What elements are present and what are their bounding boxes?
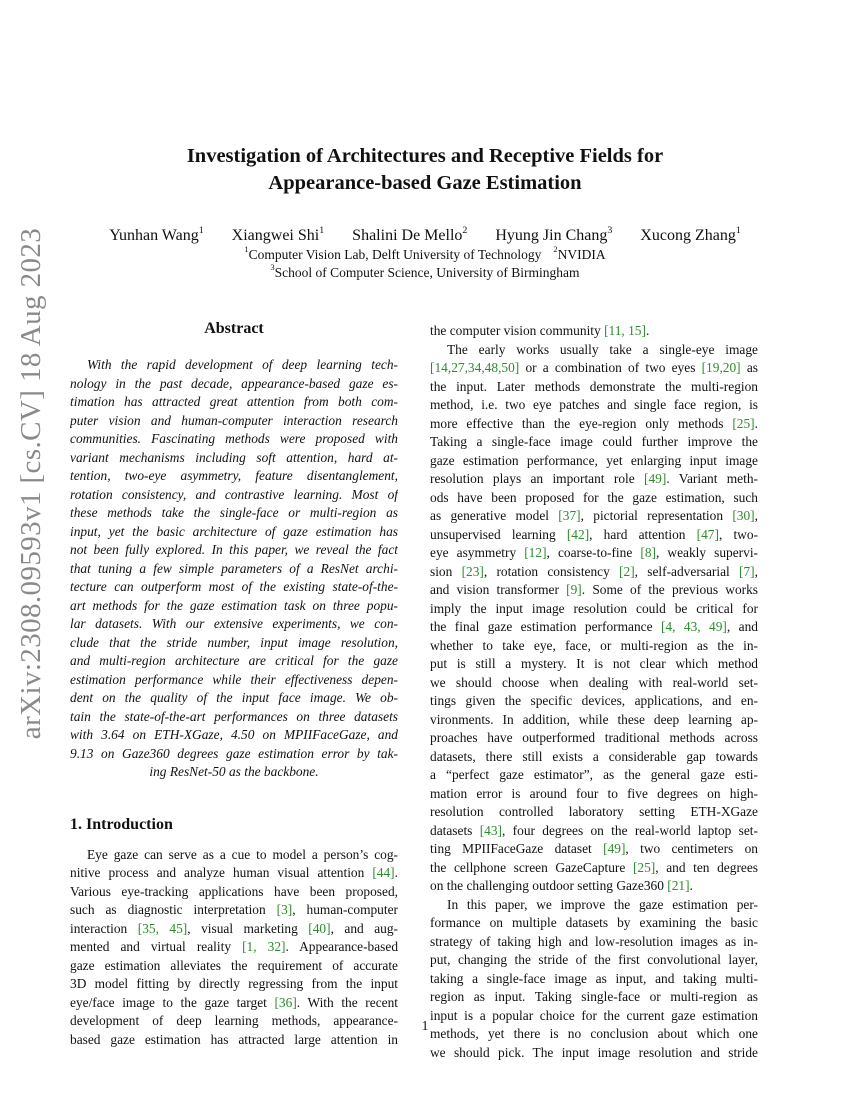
paragraph-line <box>430 1044 758 1063</box>
abstract-line: these methods take the single-face or multi-region as <box>70 505 398 520</box>
title-line-2: Appearance-based Gaze Estimation <box>268 172 582 194</box>
text-run: , <box>754 508 758 523</box>
author: Xiangwei Shi$^1$ <box>231 225 325 244</box>
abstract-line: input, yet the basic architecture of gaze estimation has <box>70 523 398 539</box>
paragraph-line <box>430 341 758 360</box>
abstract-line: estimation performance while their effectiveness depen- <box>70 671 398 687</box>
affiliation-delft: Computer Vision Lab, Delft University of Technology <box>248 247 542 262</box>
text-run: a “perfect gaze estimator”, as the general gaze esti- <box>430 767 758 782</box>
text-run: , and aug- <box>330 920 398 936</box>
abstract-line: variant mechanisms including soft attention, hard at- <box>70 449 398 465</box>
text-run: we should choose when dealing with real-world set- <box>430 674 758 690</box>
paragraph-line <box>430 415 758 434</box>
text-run: datasets <box>430 822 480 838</box>
text-run: , rotation consistency <box>483 563 620 579</box>
abstract-line: with 3.64 on ETH-XGaze, 4.50 on MPIIFaceGaze, and <box>70 727 398 742</box>
abstract-heading: Abstract <box>204 320 264 337</box>
text-run: , hard attention <box>589 526 697 542</box>
left-column <box>70 320 398 1049</box>
text-run: strategy of taking high and low-resolution images as in- <box>430 933 758 949</box>
paragraph-line <box>430 970 758 989</box>
abstract-line: rotation consistency, and contrastive learning. Most of <box>70 486 398 502</box>
paragraph-line <box>70 920 398 939</box>
paragraph-line <box>430 859 758 878</box>
abstract-line: nology in the past decade, appearance-based gaze es- <box>70 375 398 391</box>
abstract-line: clude that the stride number, input image resolution, <box>70 634 398 650</box>
text-run: . Variant meth- <box>666 471 758 486</box>
paragraph-line <box>430 581 758 600</box>
title-line-1: Investigation of Architectures and Receptive Fields for <box>186 145 664 167</box>
text-run: put is still a mystery. It is not clear which method <box>430 656 758 671</box>
paragraph-line <box>430 877 758 896</box>
paragraph-line <box>430 507 758 526</box>
text-run: mation error is around four to five degrees on high- <box>430 785 758 801</box>
affiliation-line-2: $^3$School of Computer Science, University of Birmingham <box>270 263 580 280</box>
paragraph-line <box>430 951 758 970</box>
paragraph-line <box>430 322 758 341</box>
paragraph-line <box>70 975 398 994</box>
text-run: and vision transformer <box>430 582 567 597</box>
paragraph-line <box>430 637 758 656</box>
text-run: . Some of the previous works <box>581 582 758 597</box>
citation-link[interactable]: [49] <box>603 841 626 856</box>
text-run: . <box>689 878 693 893</box>
abstract-line: With the rapid development of deep learning tech- <box>87 357 398 372</box>
paragraph-line <box>430 896 758 915</box>
text-run: gaze estimation alleviates the requirement of accurate <box>70 957 398 973</box>
citation-link[interactable]: [1, 32] <box>242 939 286 954</box>
page-number: 1 <box>421 1018 429 1033</box>
paragraph-line <box>430 489 758 508</box>
text-run: Various eye-tracking applications have been proposed, <box>70 883 398 899</box>
abstract-body <box>70 356 398 782</box>
text-run: imply the input image resolution could be critical for <box>430 600 758 616</box>
text-run: . <box>645 323 650 338</box>
paragraph-line <box>430 618 758 637</box>
paragraph-line <box>70 938 398 957</box>
paragraph-line <box>70 957 398 976</box>
text-run: whether to take eye, face, or multi-region as the in- <box>430 637 758 653</box>
abstract-line: that tuning a few simple parameters of a ResNet archi- <box>70 560 398 576</box>
text-run: The early works usually take a single-eye image <box>447 341 758 357</box>
paragraph-line <box>430 988 758 1007</box>
citation-link[interactable]: [44] <box>372 865 395 880</box>
text-run: , <box>754 563 758 579</box>
text-run: eye/face image to the gaze target <box>70 994 275 1010</box>
text-run: the final gaze estimation performance <box>430 619 661 634</box>
paragraph-line <box>430 544 758 563</box>
citation-link[interactable]: [30] <box>732 508 755 523</box>
paragraph-line <box>70 846 398 865</box>
abstract-line: puter vision and human-computer interaction research <box>70 412 398 428</box>
abstract-line: tain the state-of-the-art performances on three datasets <box>70 708 398 724</box>
paragraph-line <box>430 655 758 674</box>
paragraph-line <box>430 803 758 822</box>
paragraph-line <box>70 883 398 902</box>
text-run: tings given the specific devices, applications, and en- <box>430 693 758 708</box>
abstract-line: tecture can outperform most of the existing state-of-the- <box>70 579 398 594</box>
affiliation-nvidia: NVIDIA <box>557 247 606 262</box>
text-run: , two centimeters on <box>625 841 758 856</box>
text-run: the computer vision community <box>430 323 605 338</box>
citation-link[interactable]: [19,20] <box>701 360 741 375</box>
paragraph-line <box>430 359 758 378</box>
text-run: more effective than the eye-region only methods <box>430 415 733 431</box>
text-run: . <box>394 865 398 880</box>
intro-heading: 1. Introduction <box>70 815 173 833</box>
text-run: the input. Later methods demonstrate the multi-region <box>430 378 758 394</box>
abstract-line: tention, two-eye asymmetry, feature disentanglement, <box>70 468 398 483</box>
paragraph-line <box>70 864 398 883</box>
text-run: . Appearance-based <box>285 939 398 954</box>
citation-link[interactable]: [40] <box>308 920 331 936</box>
paragraph-line <box>430 378 758 397</box>
paragraph-line <box>430 600 758 619</box>
right-body <box>430 322 758 1062</box>
affiliation-birmingham: School of Computer Science, University of Birmingham <box>274 265 580 280</box>
arxiv-id: arXiv:2308.09593v1 [cs.CV] 18 Aug 2023 <box>15 227 48 739</box>
text-run: proaches have outperformed traditional methods across <box>430 730 758 745</box>
paragraph-line <box>430 470 758 489</box>
citation-link[interactable]: [12] <box>524 545 547 560</box>
author: Hyung Jin Chang$^3$ <box>495 225 613 244</box>
text-run: taking a single-face image as input, and taking multi- <box>430 970 758 986</box>
paragraph-line <box>430 526 758 545</box>
author: Yunhan Wang$^1$ <box>109 225 204 244</box>
abstract-line: art methods for the gaze estimation task on three popu- <box>70 597 398 613</box>
text-run: method, i.e. two eye patches and single face region, is <box>430 397 758 412</box>
text-run: unsupervised learning <box>430 526 567 542</box>
text-run: sion <box>430 563 462 579</box>
text-run: ting MPIIFaceGaze dataset <box>430 841 604 856</box>
paragraph-line <box>430 785 758 804</box>
text-run: Eye gaze can serve as a cue to model a person’s cog- <box>87 846 398 862</box>
abstract-line: communities. Fascinating methods were proposed with <box>70 431 398 446</box>
paragraph-line <box>430 729 758 748</box>
text-run: , pictorial representation <box>580 508 733 523</box>
paragraph-line <box>430 674 758 693</box>
text-run: put, changing the stride of the first convolutional layer, <box>430 952 758 967</box>
citation-link[interactable]: [43] <box>479 822 503 838</box>
paragraph-line <box>430 563 758 582</box>
citation-link[interactable]: [35, 45] <box>137 920 188 936</box>
arxiv-stamp <box>10 227 54 739</box>
text-run: , and <box>726 619 758 634</box>
citation-link[interactable]: [3] <box>276 902 293 917</box>
citation-link[interactable]: [14,27,34,48,50] <box>430 360 520 375</box>
text-run: 3D model fitting by directly regressing from the input <box>70 976 398 991</box>
author: Xucong Zhang$^1$ <box>640 225 741 244</box>
citation-link[interactable]: [47] <box>696 526 719 542</box>
text-run: nitive process and analyze human visual attention <box>70 865 373 880</box>
citation-link[interactable]: [7] <box>739 563 755 579</box>
paragraph-line <box>430 692 758 711</box>
text-run: eye asymmetry <box>430 545 525 560</box>
text-run: as <box>740 360 758 375</box>
text-run: based gaze estimation has attracted large attention in <box>70 1031 398 1047</box>
citation-link[interactable]: [9] <box>566 582 582 597</box>
abstract-line: not been fully explored. In this paper, we reveal the fact <box>70 542 398 557</box>
paragraph-line <box>430 748 758 767</box>
text-run: resolution plays an important role <box>430 471 645 486</box>
text-run: , and ten degrees <box>655 859 758 875</box>
abstract-line: 9.13 on Gaze360 degrees gaze estimation error by tak- <box>70 745 398 761</box>
abstract-line: timation has attracted great attention from both com- <box>70 394 398 409</box>
text-run: , four degrees on the real-world laptop set- <box>502 822 758 838</box>
author-list <box>60 227 790 245</box>
paragraph-line <box>430 433 758 452</box>
citation-link[interactable]: [8] <box>640 545 656 560</box>
citation-link[interactable]: [23] <box>461 563 484 579</box>
abstract-line: ing ResNet-50 as the backbone. <box>149 764 319 779</box>
text-run: resolution controlled laboratory setting ETH-XGaze <box>430 804 758 819</box>
text-run: development of deep learning methods, appearance- <box>70 1013 398 1028</box>
text-run: such as diagnostic interpretation <box>70 902 277 917</box>
citation-link[interactable]: [25] <box>632 859 656 875</box>
text-run: methods, yet there is no conclusion about which one <box>430 1026 758 1041</box>
citation-link[interactable]: [42] <box>566 526 590 542</box>
text-run: In this paper, we improve the gaze estimation per- <box>447 896 758 912</box>
paragraph-line <box>70 901 398 920</box>
text-run: gaze estimation performance, yet enlarging input image <box>430 452 758 468</box>
text-run: or a combination of two eyes <box>519 360 702 375</box>
text-run: as generative model <box>430 508 559 523</box>
citation-link[interactable]: [2] <box>619 563 635 579</box>
text-run: vironments. In addition, while these deep learning ap- <box>430 711 758 727</box>
paragraph-line <box>430 914 758 933</box>
text-run: input is a popular choice for the current gaze estimation <box>430 1007 758 1023</box>
text-run: , human-computer <box>292 902 398 917</box>
citation-link[interactable]: [25] <box>732 415 755 431</box>
text-run: , self-adversarial <box>634 563 740 579</box>
citation-link[interactable]: [37] <box>558 508 581 523</box>
text-run: ods have been proposed for the gaze estimation, such <box>430 489 758 505</box>
citation-link[interactable]: [4, 43, 49] <box>660 619 727 634</box>
abstract-line: lar datasets. With our extensive experiments, we con- <box>70 616 398 631</box>
text-run: the cellphone screen GazeCapture <box>430 859 633 875</box>
text-run: region as input. Taking single-face or multi-region as <box>430 989 758 1004</box>
text-run: datasets, there still exists a considerable gap towards <box>430 748 758 764</box>
text-run: on the challenging outdoor setting Gaze360 <box>430 878 668 893</box>
paragraph-line <box>70 994 398 1013</box>
affiliation-line-1: $^1$Computer Vision Lab, Delft University of Technology $^2$NVIDIA <box>244 245 606 262</box>
paragraph-line <box>430 933 758 952</box>
paragraph-line <box>430 711 758 730</box>
text-run: . <box>754 415 758 431</box>
text-run: , coarse-to-fine <box>546 545 641 560</box>
text-run: formance on multiple datasets by examining the basic <box>430 915 758 930</box>
paragraph-line <box>430 396 758 415</box>
right-column <box>430 322 758 1062</box>
text-run: we should pick. The input image resolution and stride <box>430 1044 758 1060</box>
text-run: mented and virtual reality <box>70 939 243 954</box>
citation-link[interactable]: [49] <box>644 471 667 486</box>
text-run: Taking a single-face image could further improve the <box>430 434 758 449</box>
text-run: . With the recent <box>296 994 398 1010</box>
paper-title <box>100 143 750 197</box>
paragraph-line <box>430 452 758 471</box>
abstract-line: dent on the quality of the input face image. We ob- <box>70 690 398 705</box>
author: Shalini De Mello$^2$ <box>352 225 468 244</box>
text-run: , visual marketing <box>187 920 309 936</box>
text-run: , two- <box>718 526 758 542</box>
citation-link[interactable]: [11, 15] <box>604 323 646 338</box>
paragraph-line <box>430 766 758 785</box>
text-run: , weakly supervi- <box>655 545 758 560</box>
citation-link[interactable]: [21] <box>667 878 690 893</box>
citation-link[interactable]: [36] <box>274 994 297 1010</box>
abstract-line: and multi-region architecture are critical for the gaze <box>70 653 398 668</box>
paragraph-line <box>430 822 758 841</box>
paragraph-line <box>430 840 758 859</box>
text-run: interaction <box>70 920 138 936</box>
